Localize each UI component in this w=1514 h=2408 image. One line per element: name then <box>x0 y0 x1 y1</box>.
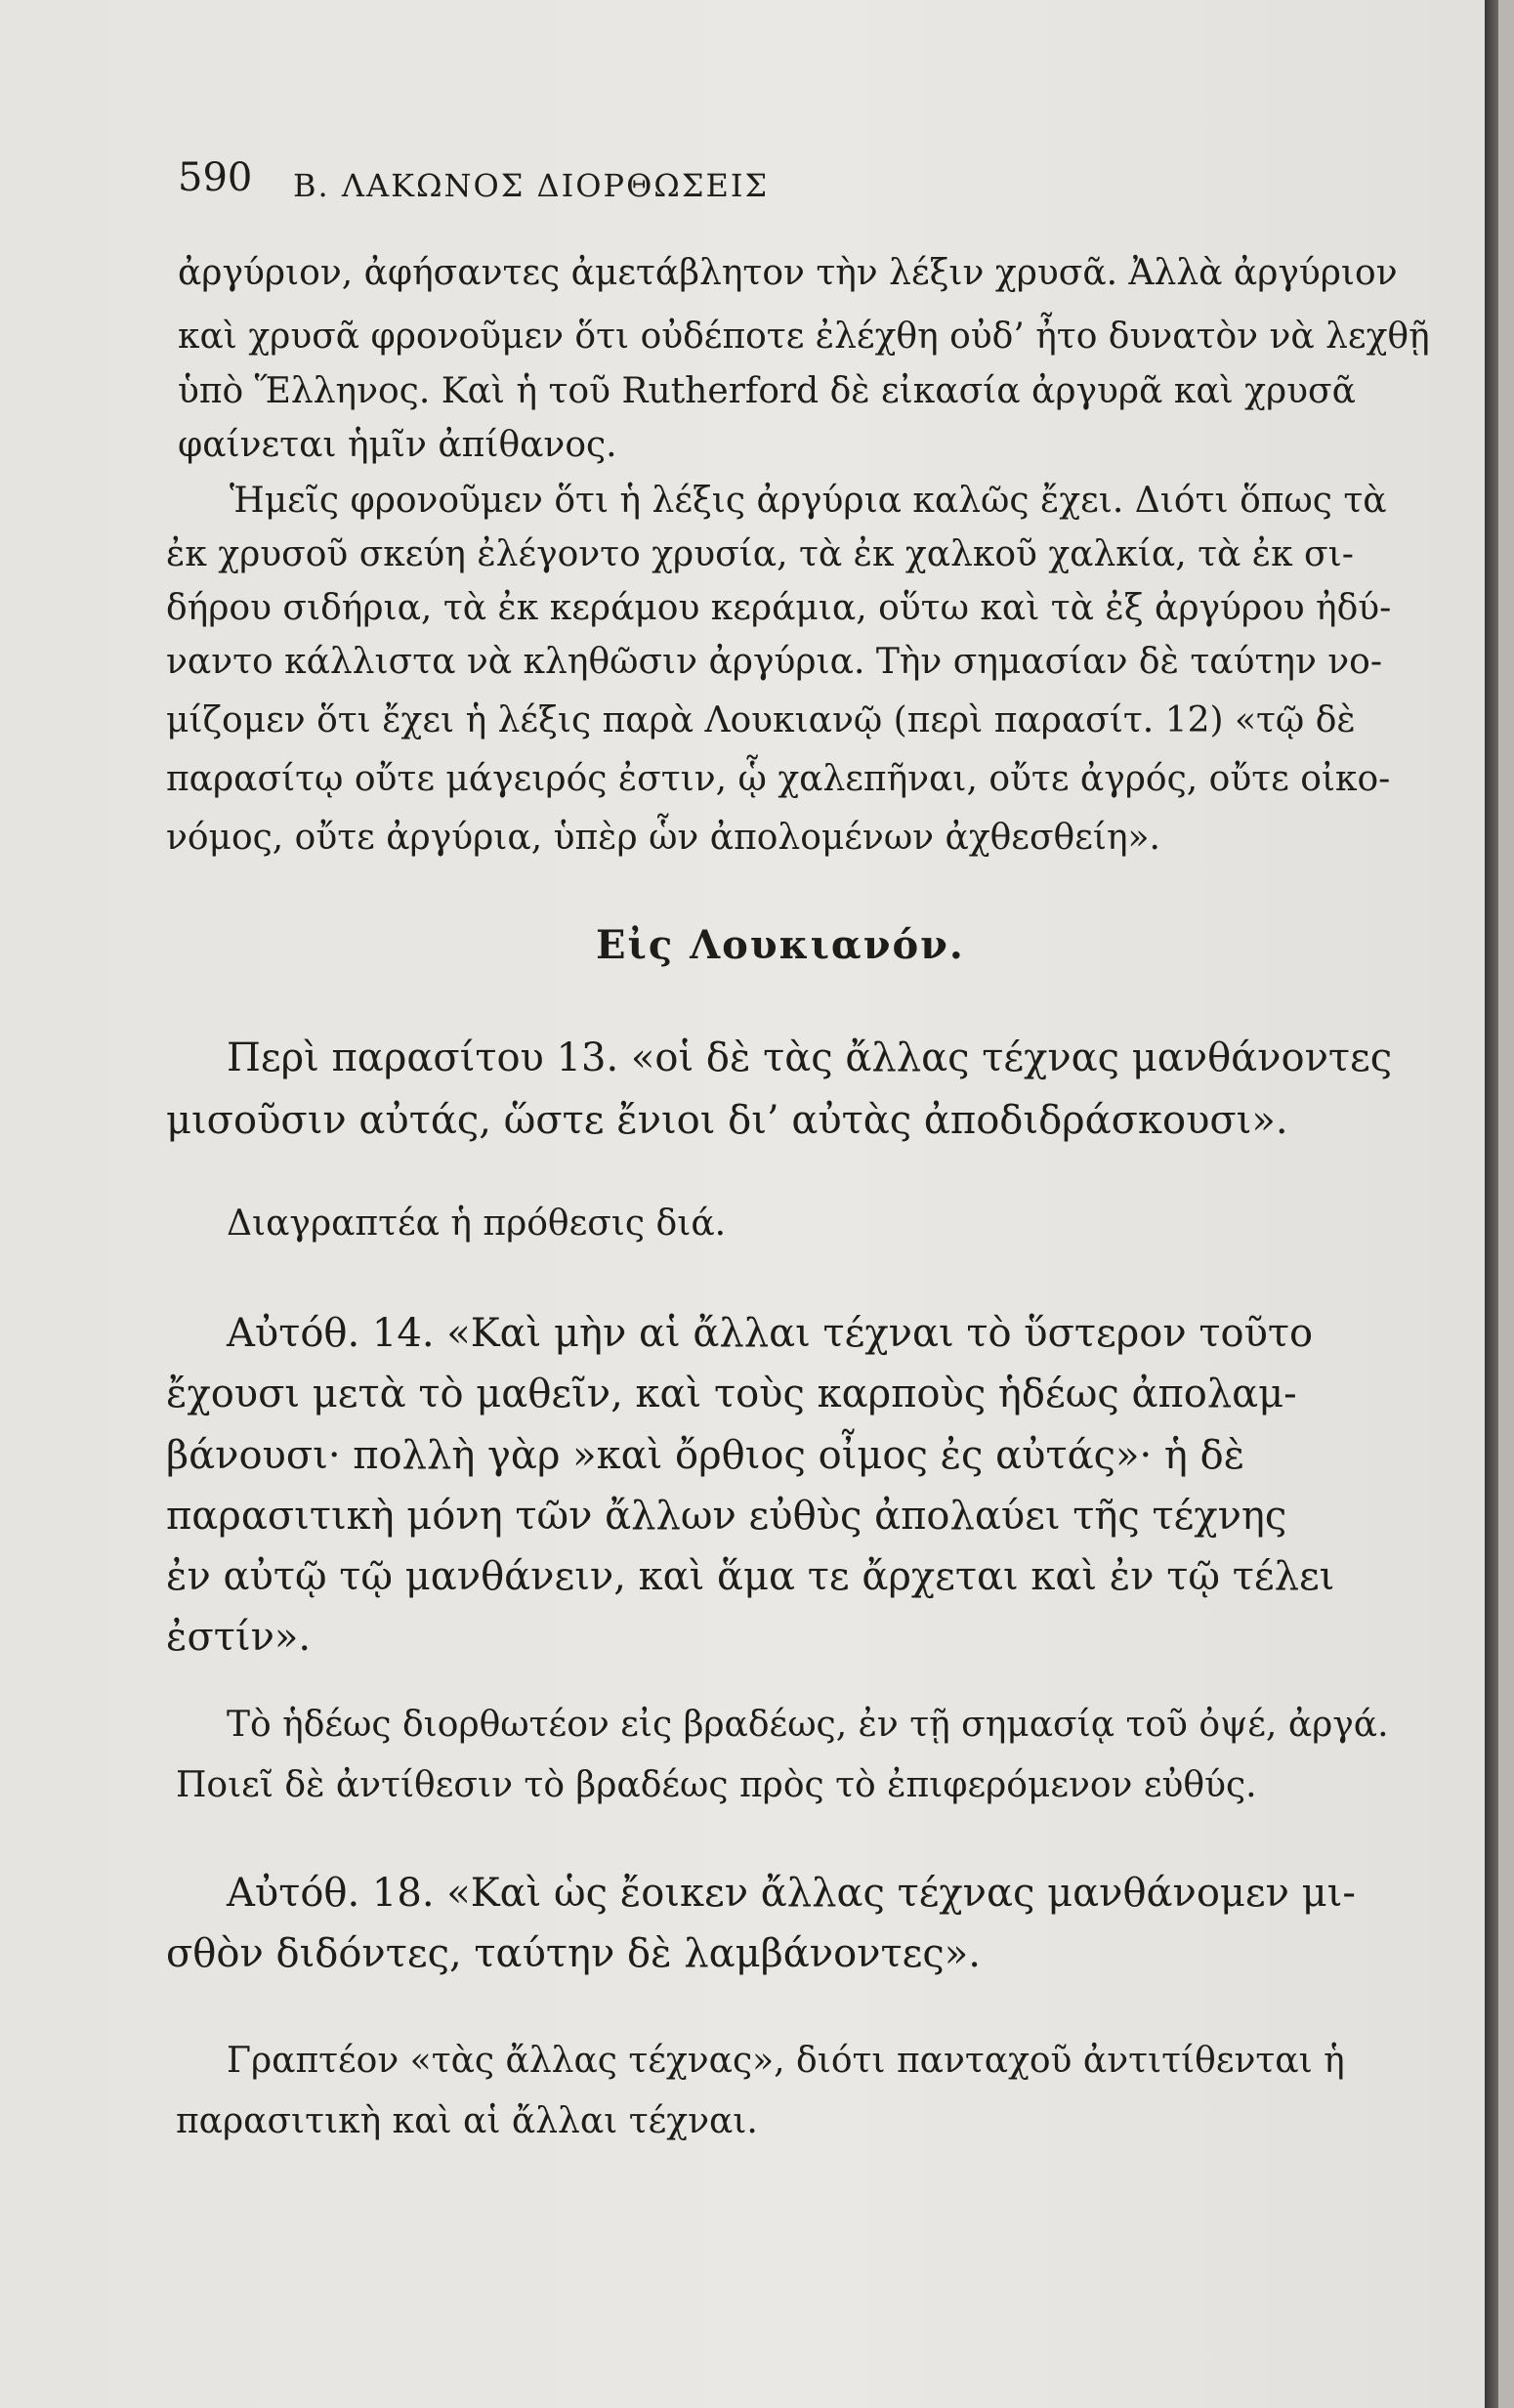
text-line: καὶ χρυσᾶ φρονοῦμεν ὅτι οὐδέποτε ἐλέχθη οὐδ’ ἦτο δυνατὸν νὰ λεχθῇ <box>178 317 1430 357</box>
text-line: ἀργύριον, ἀφήσαντες ἀμετάβλητον τὴν λέξιν χρυσᾶ. Ἀλλὰ ἀργύριον <box>178 253 1398 293</box>
quote-line: Αὐτόθ. 14. «Καὶ μὴν αἱ ἄλλαι τέχναι τὸ ὕστερον τοῦτο <box>227 1311 1314 1356</box>
note-line: Γραπτέον «τὰς ἄλλας τέχνας», διότι πανταχοῦ ἀντιτίθενται ἡ <box>227 2041 1345 2081</box>
text-line: ναντο κάλλιστα νὰ κληθῶσιν ἀργύρια. Τὴν σημασίαν δὲ ταύτην νο- <box>166 642 1383 682</box>
quote-line: μισοῦσιν αὐτάς, ὥστε ἔνιοι δι’ αὐτὰς ἀποδιδράσκουσι». <box>166 1098 1288 1143</box>
quote-line: Αὐτόθ. 18. «Καὶ ὡς ἔοικεν ἄλλας τέχνας μανθάνομεν μι- <box>227 1871 1356 1916</box>
page-edge <box>1498 0 1514 2408</box>
quote-line: Περὶ παρασίτου 13. «οἱ δὲ τὰς ἄλλας τέχνας μανθάνοντες <box>227 1035 1393 1080</box>
text-line: νόμος, οὔτε ἀργύρια, ὑπὲρ ὧν ἀπολομένων ἀχθεσθείη». <box>166 818 1161 858</box>
text-line: μίζομεν ὅτι ἔχει ἡ λέξις παρὰ Λουκιανῷ (περὶ παρασίτ. 12) «τῷ δὲ <box>166 700 1356 740</box>
quote-line: παρασιτικὴ μόνη τῶν ἄλλων εὐθὺς ἀπολαύει τῆς τέχνης <box>166 1494 1287 1539</box>
quote-line: ἐν αὐτῷ τῷ μανθάνειν, καὶ ἅμα τε ἄρχεται καὶ ἐν τῷ τέλει <box>166 1554 1335 1599</box>
text-line: ὑπὸ Ἕλληνος. Καὶ ἡ τοῦ Rutherford δὲ εἰκασία ἀργυρᾶ καὶ χρυσᾶ <box>178 371 1356 411</box>
running-head: Β. ΛΑΚΩΝΟΣ ΔΙΟΡΘΩΣΕΙΣ <box>293 167 770 204</box>
note-line: Τὸ ἡδέως διορθωτέον εἰς βραδέως, ἐν τῇ σημασίᾳ τοῦ ὀψέ, ἀργά. <box>227 1705 1389 1745</box>
page-edge-shadow <box>1485 0 1498 2408</box>
text-line: δήρου σιδήρια, τὰ ἐκ κεράμου κεράμια, οὕτω καὶ τὰ ἐξ ἀργύρου ἠδύ- <box>166 588 1392 628</box>
text-line: ἐκ χρυσοῦ σκεύη ἐλέγοντο χρυσία, τὰ ἐκ χαλκοῦ χαλκία, τὰ ἐκ σι- <box>166 534 1354 574</box>
page-number: 590 <box>178 155 253 200</box>
section-heading: Εἰς Λουκιανόν. <box>596 922 965 968</box>
quote-line: βάνουσι· πολλὴ γὰρ »καὶ ὄρθιος οἶμος ἐς αὐτάς»· ἡ δὲ <box>166 1433 1245 1478</box>
text-line: Ἡμεῖς φρονοῦμεν ὅτι ἡ λέξις ἀργύρια καλῶς ἔχει. Διότι ὅπως τὰ <box>230 481 1387 521</box>
note-line: Διαγραπτέα ἡ πρόθεσις διά. <box>227 1204 727 1244</box>
quote-line: ἐστίν». <box>166 1615 312 1660</box>
quote-line: ἔχουσι μετὰ τὸ μαθεῖν, καὶ τοὺς καρποὺς ἡδέως ἀπολαμ- <box>166 1372 1297 1416</box>
note-line: παρασιτικὴ καὶ αἱ ἄλλαι τέχναι. <box>176 2101 758 2141</box>
text-line: φαίνεται ἡμῖν ἀπίθανος. <box>178 425 617 465</box>
quote-line: σθὸν διδόντες, ταύτην δὲ λαμβάνοντες». <box>166 1931 981 1976</box>
text-line: παρασίτῳ οὔτε μάγειρός ἐστιν, ᾧ χαλεπῆναι, οὔτε ἀγρός, οὔτε οἰκο- <box>166 759 1391 799</box>
note-line: Ποιεῖ δὲ ἀντίθεσιν τὸ βραδέως πρὸς τὸ ἐπιφερόμενον εὐθύς. <box>176 1765 1257 1805</box>
